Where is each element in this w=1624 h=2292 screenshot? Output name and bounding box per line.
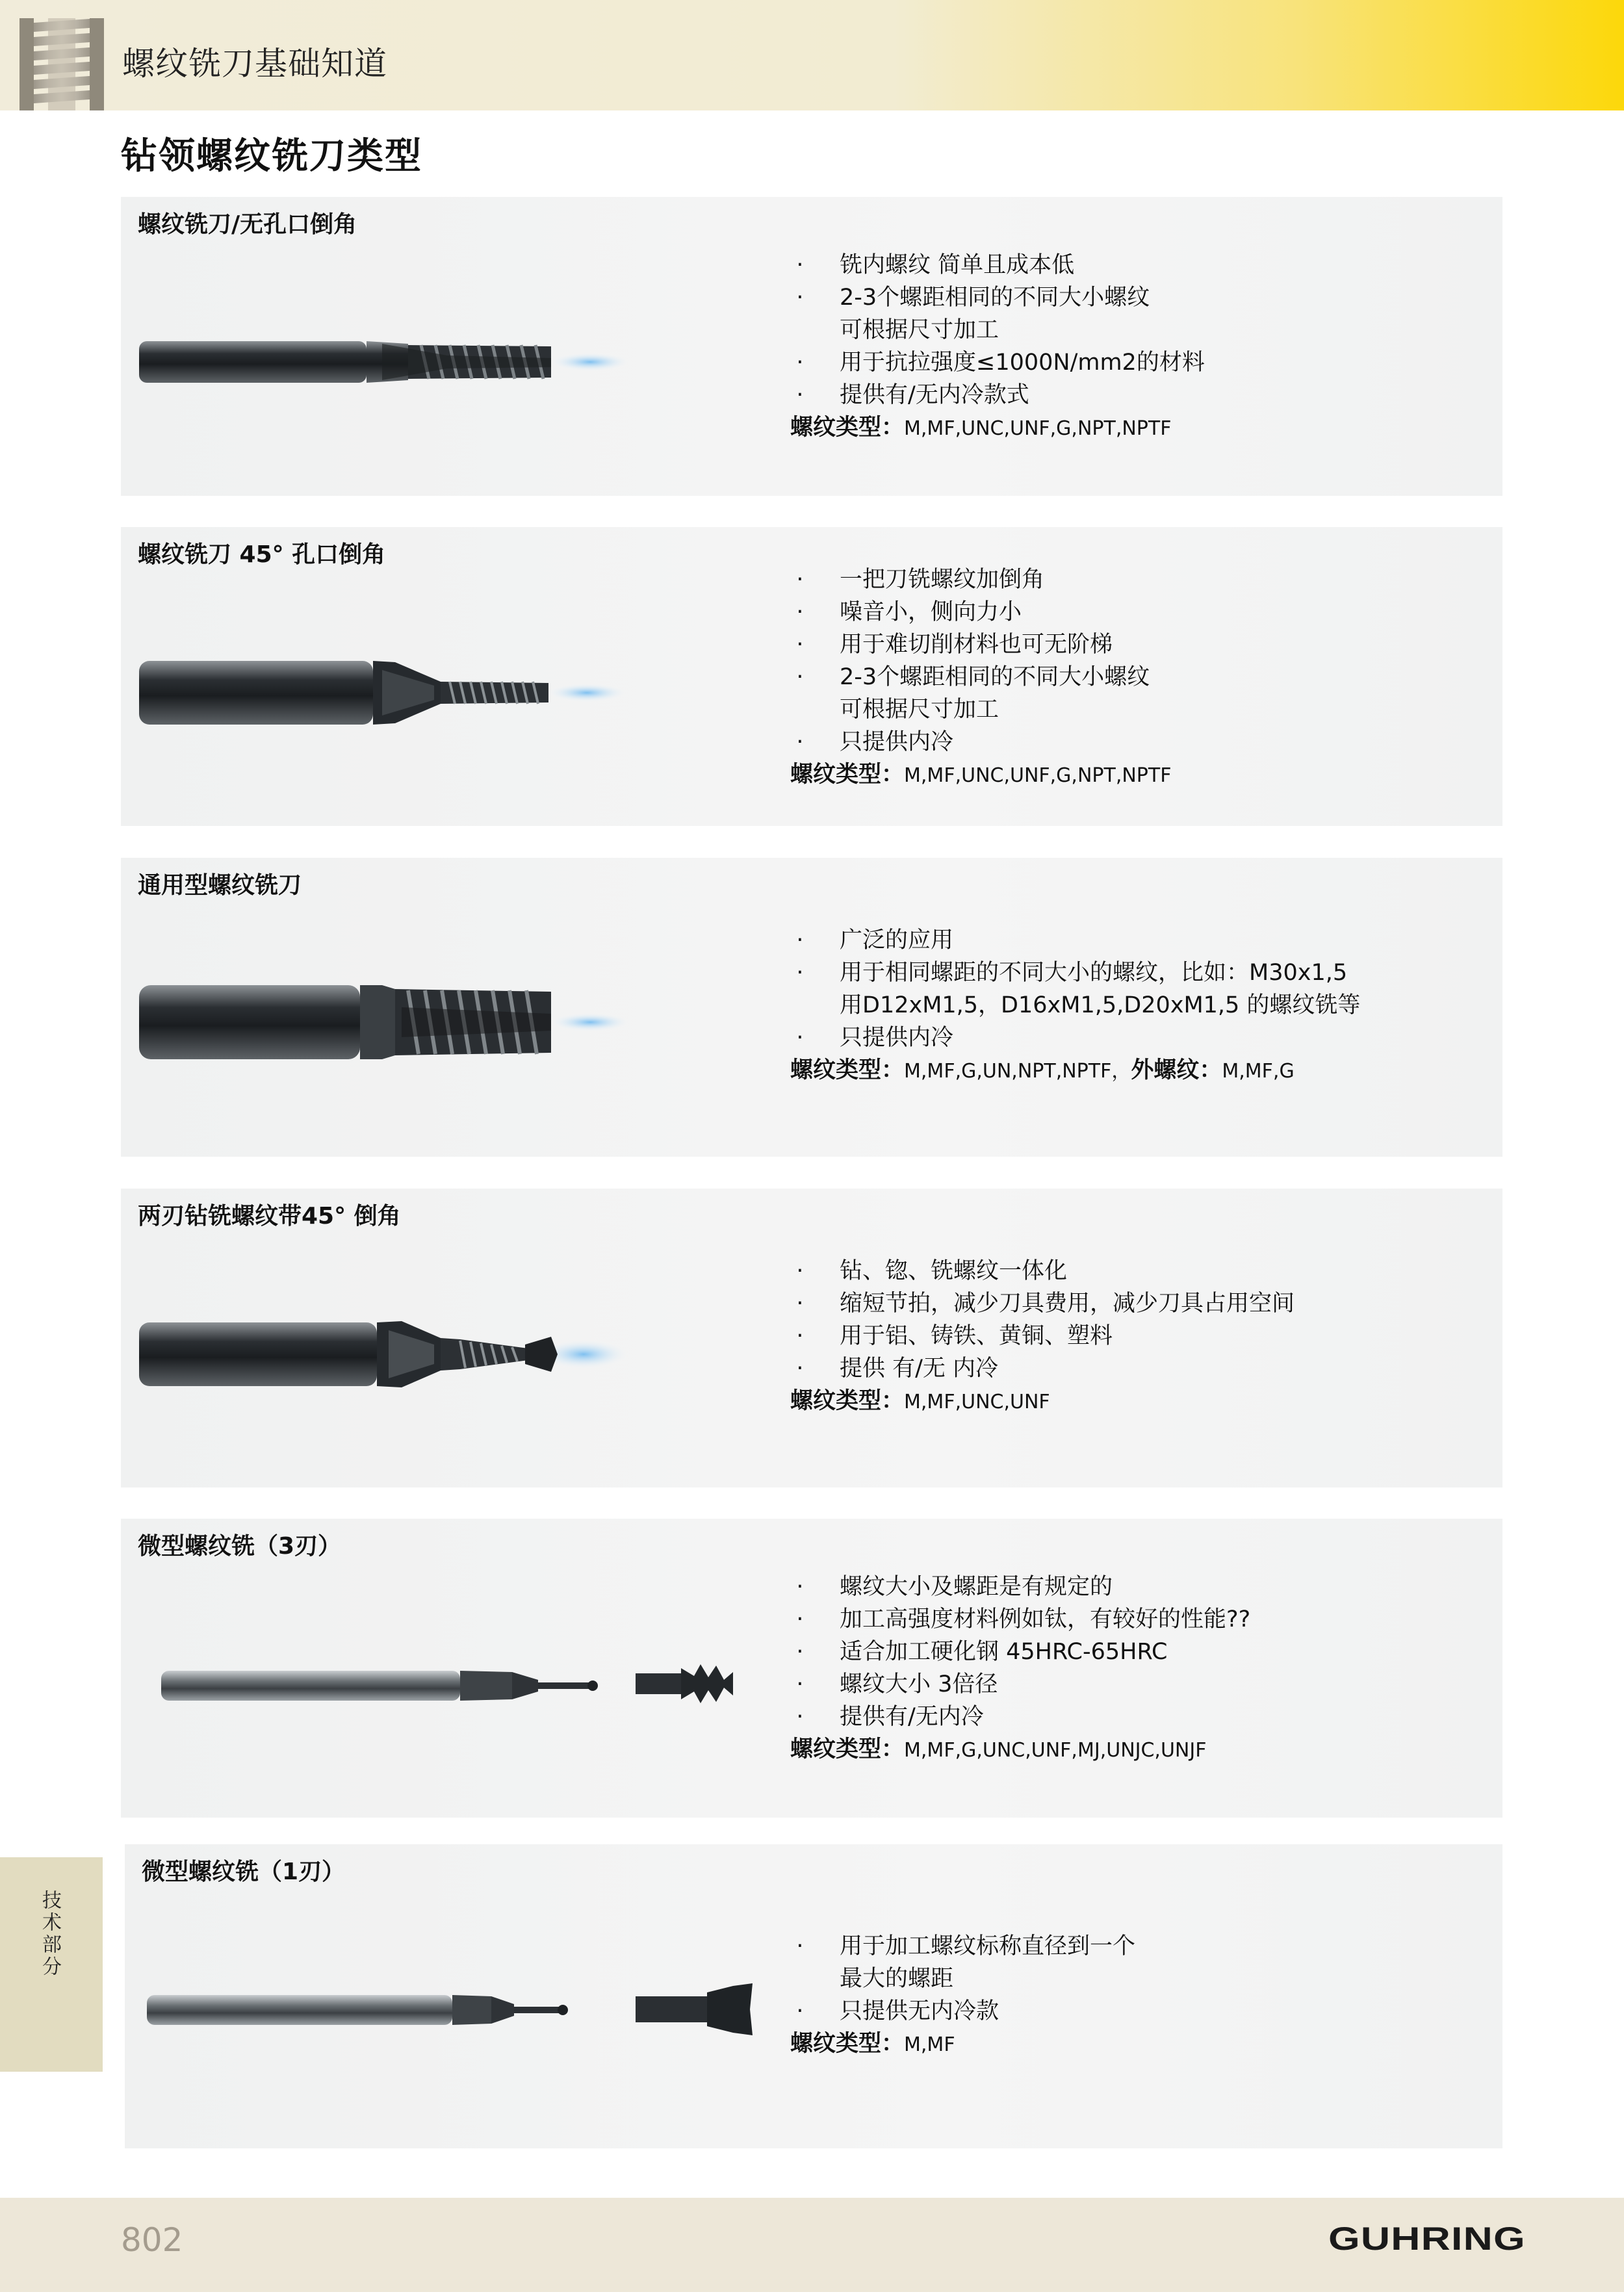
- thread-types: 螺纹类型：M,MF,G,UN,NPT,NPTF，外螺纹：M,MF,G: [790, 1057, 1295, 1083]
- bullet-item: · 铣内螺纹 简单且成本低: [796, 252, 1075, 278]
- section-thread-mill-no-chamfer: [121, 197, 1502, 496]
- universal-thread-mill-image: [135, 981, 629, 1063]
- section-micro-thread-mill-1-flute: [125, 1844, 1502, 2148]
- section-micro-thread-mill-3-flute: [121, 1519, 1502, 1818]
- bullet-item: · 提供 有/无 内冷: [796, 1356, 999, 1382]
- bullet-item: · 用于抗拉强度≤1000N/mm2的材料: [796, 350, 1205, 376]
- page-number: 802: [121, 2221, 183, 2259]
- micro-thread-mill-3-flute-detail: [636, 1658, 740, 1710]
- thread-icon: [19, 18, 104, 110]
- thread-types: 螺纹类型：M,MF,UNC,UNF: [790, 1388, 1050, 1414]
- bullet-item: · 一把刀铣螺纹加倒角: [796, 567, 1045, 593]
- bullet-item: · 用于加工螺纹标称直径到一个 最大的螺距: [796, 1933, 1136, 1992]
- thread-types: 螺纹类型：M,MF,UNC,UNF,G,NPT,NPTF: [790, 762, 1172, 788]
- bullet-item: · 用于难切削材料也可无阶梯: [796, 632, 1113, 658]
- section-title: 两刃钻铣螺纹带45° 倒角: [138, 1203, 401, 1230]
- bullet-item: · 用于铝、铸铁、黄铜、塑料: [796, 1323, 1113, 1349]
- section-universal-thread-mill: [121, 858, 1502, 1157]
- bullet-item: · 螺纹大小 3倍径: [796, 1671, 998, 1697]
- feature-list: [790, 924, 1360, 1088]
- page-title: 钻领螺纹铣刀类型: [121, 135, 422, 177]
- drill-thread-mill-image: [135, 1319, 629, 1390]
- brand-logo: GUHRING: [1328, 2221, 1526, 2257]
- bullet-item: · 缩短节拍，减少刀具费用，减少刀具占用空间: [796, 1291, 1295, 1317]
- thread-types: 螺纹类型：M,MF,G,UNC,UNF,MJ,UNJC,UNJF: [790, 1736, 1207, 1762]
- feature-list: [790, 1571, 1250, 1767]
- feature-list: [790, 1255, 1295, 1419]
- thread-types: 螺纹类型：M,MF,UNC,UNF,G,NPT,NPTF: [790, 415, 1172, 441]
- page-header: [0, 0, 1624, 110]
- bullet-item: · 只提供内冷: [796, 1025, 954, 1051]
- section-title: 微型螺纹铣（3刃）: [138, 1533, 342, 1560]
- feature-list: [790, 1930, 1135, 2061]
- section-title: 微型螺纹铣（1刃）: [142, 1859, 346, 1885]
- feature-list: [790, 249, 1205, 445]
- bullet-item: · 钻、锪、铣螺纹一体化: [796, 1258, 1068, 1284]
- bullet-item: · 2-3个螺距相同的不同大小螺纹 可根据尺寸加工: [796, 285, 1150, 343]
- feature-list: [790, 563, 1171, 792]
- side-tab: [0, 1857, 103, 2072]
- bullet-item: · 提供有/无内冷: [796, 1704, 984, 1730]
- section-title: 螺纹铣刀 45° 孔口倒角: [138, 541, 386, 568]
- thread-mill-chamfer-image: [135, 657, 629, 728]
- section-title: 螺纹铣刀/无孔口倒角: [138, 211, 357, 238]
- section-drill-thread-mill: [121, 1189, 1502, 1487]
- bullet-item: · 2-3个螺距相同的不同大小螺纹 可根据尺寸加工: [796, 664, 1150, 723]
- header-title: 螺纹铣刀基础知道: [122, 45, 387, 83]
- bullet-item: · 广泛的应用: [796, 927, 954, 953]
- section-thread-mill-45-chamfer: [121, 527, 1502, 826]
- page-footer: [0, 2198, 1624, 2292]
- micro-thread-mill-3-flute-image: [161, 1663, 681, 1708]
- micro-thread-mill-1-flute-image: [147, 1987, 680, 2033]
- thread-mill-image: [135, 332, 629, 392]
- thread-types: 螺纹类型：M,MF: [790, 2031, 955, 2057]
- bullet-item: · 只提供内冷: [796, 729, 954, 755]
- section-title: 通用型螺纹铣刀: [138, 872, 302, 899]
- bullet-item: · 用于相同螺距的不同大小的螺纹，比如：M30x1,5 用D12xM1,5，D16xM1,5,D20xM1,5 的螺纹铣等: [796, 960, 1361, 1018]
- micro-thread-mill-1-flute-detail: [636, 1978, 753, 2041]
- bullet-item: · 只提供无内冷款: [796, 1998, 999, 2024]
- bullet-item: · 螺纹大小及螺距是有规定的: [796, 1574, 1113, 1600]
- side-tab-label: 技术部分: [38, 1890, 61, 1978]
- bullet-item: · 噪音小，侧向力小: [796, 599, 1022, 625]
- bullet-item: · 适合加工硬化钢 45HRC-65HRC: [796, 1639, 1168, 1665]
- bullet-item: · 提供有/无内冷款式: [796, 382, 1029, 408]
- bullet-item: · 加工高强度材料例如钛，有较好的性能??: [796, 1606, 1251, 1632]
